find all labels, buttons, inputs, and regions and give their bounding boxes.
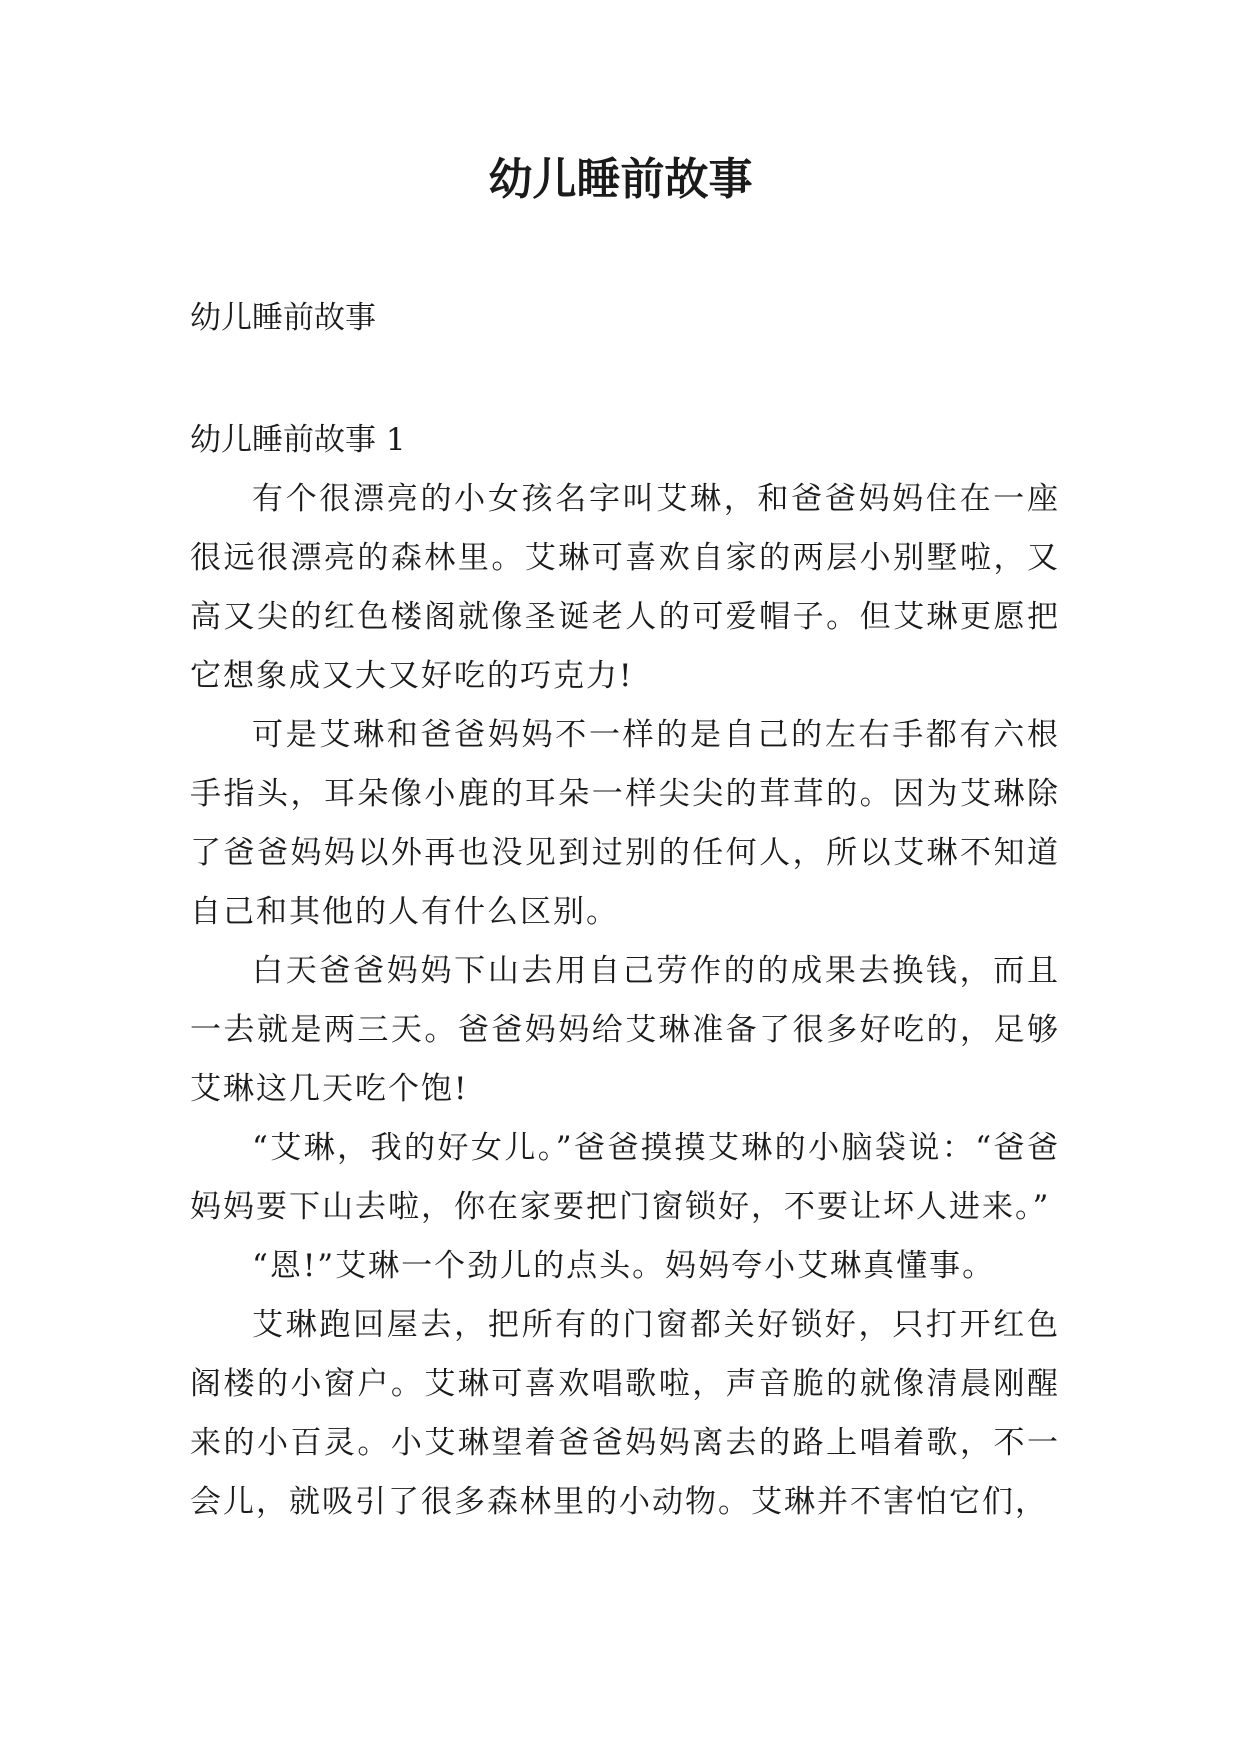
document-title: 幼儿睡前故事 xyxy=(488,154,753,205)
paragraph: “恩!”艾琳一个劲儿的点头。妈妈夸小艾琳真懂事。 xyxy=(252,1248,996,1284)
section-heading: 幼儿睡前故事 1 xyxy=(190,422,406,458)
paragraph: 艾琳跑回屋去，把所有的门窗都关好锁好，只打开红色阁楼的小窗户。艾琳可喜欢唱歌啦，声音脆的就像清晨刚醒来的小百灵。小艾琳望着爸爸妈妈离去的路上唱着歌，不一会儿，就吸引了很多森林里的小动物。艾琳并不害怕它们， xyxy=(190,1307,1060,1520)
paragraph: 有个很漂亮的小女孩名字叫艾琳，和爸爸妈妈住在一座很远很漂亮的森林里。艾琳可喜欢自家的两层小别墅啦，又高又尖的红色楼阁就像圣诞老人的可爱帽子。但艾琳更愿把它想象成又大又好吃的巧克力! xyxy=(190,481,1060,694)
paragraph: “艾琳，我的好女儿。”爸爸摸摸艾琳的小脑袋说：“爸爸妈妈要下山去啦，你在家要把门窗锁好，不要让坏人进来。” xyxy=(190,1130,1060,1225)
document-body xyxy=(190,288,1060,1532)
paragraph: 可是艾琳和爸爸妈妈不一样的是自己的左右手都有六根手指头，耳朵像小鹿的耳朵一样尖尖的茸茸的。因为艾琳除了爸爸妈妈以外再也没见到过别的任何人，所以艾琳不知道自己和其他的人有什么区别。 xyxy=(190,717,1060,930)
paragraph: 白天爸爸妈妈下山去用自己劳作的的成果去换钱，而且一去就是两三天。爸爸妈妈给艾琳准备了很多好吃的，足够艾琳这几天吃个饱! xyxy=(190,953,1060,1107)
document-subtitle: 幼儿睡前故事 xyxy=(190,300,376,336)
